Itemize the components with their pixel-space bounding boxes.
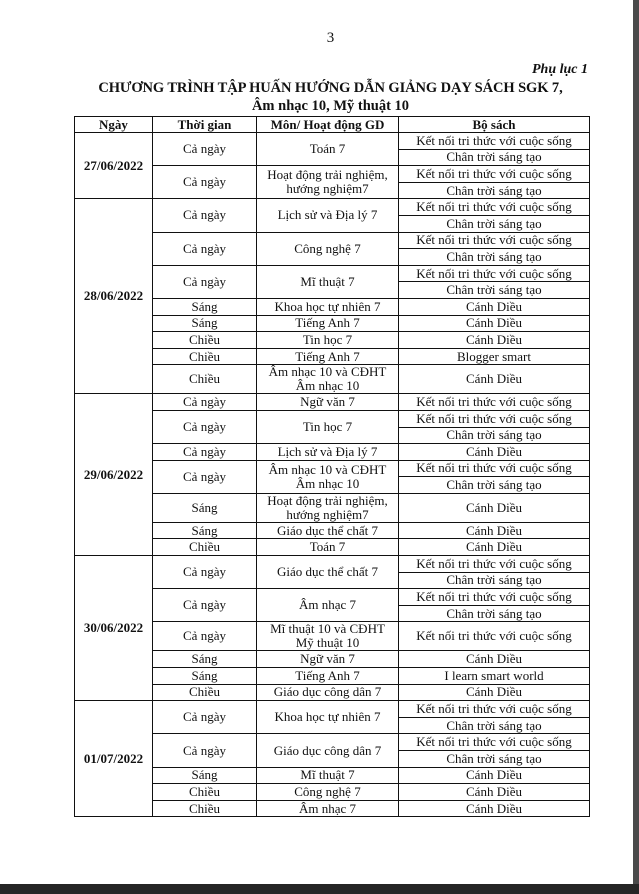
subject-cell	[257, 493, 399, 522]
time-cell: Cả ngày	[153, 589, 257, 622]
table-row	[75, 199, 590, 216]
book-cell: Kết nối tri thức với cuộc sống	[399, 410, 590, 427]
subject-cell	[257, 133, 399, 166]
subject-line: Âm nhạc 7	[298, 597, 357, 613]
time-cell: Cả ngày	[153, 444, 257, 461]
subject-line: Ngữ văn 7	[300, 394, 355, 410]
subject-cell	[257, 394, 399, 411]
subject-line: hướng nghiệm7	[286, 506, 369, 522]
subject-line: Tin học 7	[302, 331, 353, 347]
subject-line: Giáo dục thể chất 7	[276, 522, 379, 538]
time-cell: Cả ngày	[153, 133, 257, 166]
book-cell: Blogger smart	[399, 348, 590, 365]
subject-cell	[257, 348, 399, 365]
book-cell: Kết nối tri thức với cuộc sống	[399, 460, 590, 477]
subject-line: Giáo dục công dân 7	[273, 742, 382, 758]
subject-cell	[257, 199, 399, 232]
subject-cell	[257, 232, 399, 265]
time-cell: Cả ngày	[153, 232, 257, 265]
table-row	[75, 539, 590, 556]
subject-line: Tin học 7	[302, 419, 353, 434]
subject-line: Công nghệ 7	[294, 240, 361, 256]
book-cell: Kết nối tri thức với cuộc sống	[399, 734, 590, 751]
time-cell: Chiều	[153, 539, 257, 556]
subject-cell	[257, 767, 399, 784]
subject-line: Hoạt động trải nghiệm,	[267, 493, 388, 508]
table-row	[75, 298, 590, 315]
header-books: Bộ sách	[399, 117, 590, 133]
subject-line: Âm nhạc 7	[298, 800, 357, 816]
book-cell: Chân trời sáng tạo	[399, 282, 590, 299]
table-row	[75, 684, 590, 701]
table-row	[75, 348, 590, 365]
time-cell: Cả ngày	[153, 556, 257, 589]
subject-cell	[257, 539, 399, 556]
book-cell: Kết nối tri thức với cuộc sống	[399, 589, 590, 606]
time-cell: Chiều	[153, 365, 257, 394]
table-row	[75, 460, 590, 477]
book-cell: Chân trời sáng tạo	[399, 182, 590, 199]
subject-cell	[257, 460, 399, 493]
table-header-row	[75, 117, 590, 133]
table-row	[75, 556, 590, 573]
time-cell: Cả ngày	[153, 166, 257, 199]
book-cell: Cánh Diều	[399, 651, 590, 668]
subject-cell	[257, 166, 399, 199]
book-cell: Kết nối tri thức với cuộc sống	[399, 133, 590, 150]
document-title: CHƯƠNG TRÌNH TẬP HUẤN HƯỚNG DẪN GIẢNG DẠY SÁCH SGK 7,	[98, 80, 563, 96]
subject-line: Hoạt động trải nghiệm,	[267, 167, 388, 183]
time-cell: Chiều	[153, 800, 257, 817]
book-cell: Cánh Diều	[399, 539, 590, 556]
subject-line: Tiếng Anh 7	[295, 348, 360, 364]
time-cell: Sáng	[153, 493, 257, 522]
subject-line: Giáo dục thể chất 7	[276, 564, 379, 580]
subject-cell	[257, 444, 399, 461]
time-cell: Cả ngày	[153, 622, 257, 651]
book-cell: Cánh Diều	[399, 298, 590, 315]
bottom-bar	[0, 884, 639, 894]
subject-line: Mĩ thuật 10 và CĐHT	[270, 621, 385, 637]
subject-cell	[257, 651, 399, 668]
book-cell: Kết nối tri thức với cuộc sống	[399, 622, 590, 651]
book-cell: Chân trời sáng tạo	[399, 605, 590, 622]
time-cell: Sáng	[153, 651, 257, 668]
table-row	[75, 522, 590, 539]
time-cell: Cả ngày	[153, 734, 257, 767]
subject-line: Ngữ văn 7	[300, 651, 355, 667]
book-cell: Cánh Diều	[399, 522, 590, 539]
book-cell: Kết nối tri thức với cuộc sống	[399, 166, 590, 183]
book-cell: Kết nối tri thức với cuộc sống	[399, 556, 590, 573]
table-row	[75, 332, 590, 349]
book-cell: Chân trời sáng tạo	[399, 717, 590, 734]
time-cell: Sáng	[153, 668, 257, 685]
book-cell: Cánh Diều	[399, 784, 590, 801]
subject-cell	[257, 410, 399, 443]
book-cell: Chân trời sáng tạo	[399, 215, 590, 232]
page-number: 3	[326, 30, 335, 46]
time-cell: Chiều	[153, 784, 257, 801]
header-time: Thời gian	[153, 117, 257, 133]
subject-line: hướng nghiệm7	[286, 181, 369, 197]
time-cell: Sáng	[153, 298, 257, 315]
book-cell: Chân trời sáng tạo	[399, 149, 590, 166]
subject-line: Âm nhạc 10	[295, 378, 360, 394]
time-cell: Chiều	[153, 684, 257, 701]
book-cell: Cánh Diều	[399, 800, 590, 817]
book-cell: Chân trời sáng tạo	[399, 427, 590, 444]
table-row	[75, 734, 590, 751]
subject-cell	[257, 800, 399, 817]
time-cell: Cả ngày	[153, 394, 257, 411]
subject-cell	[257, 365, 399, 394]
subject-cell	[257, 298, 399, 315]
time-cell: Cả ngày	[153, 410, 257, 443]
table-row	[75, 589, 590, 606]
book-cell: Cánh Diều	[399, 365, 590, 394]
subject-line: Công nghệ 7	[294, 783, 361, 799]
table-row	[75, 784, 590, 801]
book-cell: Chân trời sáng tạo	[399, 751, 590, 768]
appendix-label: Phụ lục 1	[531, 62, 588, 77]
book-cell: Kết nối tri thức với cuộc sống	[399, 199, 590, 216]
table-row	[75, 410, 590, 427]
table-row	[75, 315, 590, 332]
book-cell: Chân trời sáng tạo	[399, 572, 590, 589]
table-row	[75, 800, 590, 817]
table-row	[75, 701, 590, 718]
schedule-body	[75, 133, 590, 817]
subject-line: Giáo dục công dân 7	[273, 684, 382, 700]
book-cell: Chân trời sáng tạo	[399, 249, 590, 266]
subject-line: Âm nhạc 10	[295, 475, 360, 491]
time-cell: Sáng	[153, 767, 257, 784]
document-subtitle: Âm nhạc 10, Mỹ thuật 10	[251, 98, 410, 114]
time-cell: Chiều	[153, 348, 257, 365]
subject-line: Tiếng Anh 7	[295, 667, 360, 683]
table-row	[75, 767, 590, 784]
book-cell: Cánh Diều	[399, 684, 590, 701]
date-cell: 01/07/2022	[75, 701, 153, 817]
subject-line: Tiếng Anh 7	[295, 315, 360, 331]
subject-cell	[257, 622, 399, 651]
subject-line: Lịch sử và Địa lý 7	[277, 443, 378, 459]
book-cell: Cánh Diều	[399, 332, 590, 349]
subject-cell	[257, 684, 399, 701]
table-row	[75, 444, 590, 461]
subject-cell	[257, 668, 399, 685]
subject-line: Mĩ thuật 7	[300, 273, 355, 289]
subject-cell	[257, 589, 399, 622]
subject-cell	[257, 332, 399, 349]
date-cell: 28/06/2022	[75, 199, 153, 394]
subject-line: Khoa học tự nhiên 7	[274, 298, 381, 314]
time-cell: Cả ngày	[153, 460, 257, 493]
subject-line: Âm nhạc 10 và CĐHT	[268, 364, 387, 380]
header-date: Ngày	[75, 117, 153, 133]
subject-line: Mỹ thuật 10	[295, 635, 360, 651]
time-cell: Cả ngày	[153, 265, 257, 298]
table-row	[75, 265, 590, 282]
subject-line: Khoa học tự nhiên 7	[274, 709, 381, 725]
time-cell: Sáng	[153, 522, 257, 539]
subject-line: Lịch sử và Địa lý 7	[277, 207, 378, 223]
time-cell: Sáng	[153, 315, 257, 332]
subject-cell	[257, 701, 399, 734]
book-cell: Chân trời sáng tạo	[399, 477, 590, 494]
time-cell: Cả ngày	[153, 701, 257, 734]
table-row	[75, 668, 590, 685]
subject-cell	[257, 734, 399, 767]
book-cell: Kết nối tri thức với cuộc sống	[399, 232, 590, 249]
subject-cell	[257, 556, 399, 589]
date-cell: 27/06/2022	[75, 133, 153, 199]
subject-cell	[257, 265, 399, 298]
table-row	[75, 651, 590, 668]
date-cell: 29/06/2022	[75, 394, 153, 556]
subject-line: Mĩ thuật 7	[300, 767, 355, 783]
table-row	[75, 166, 590, 183]
subject-line: Âm nhạc 10 và CĐHT	[268, 461, 387, 477]
book-cell: Cánh Diều	[399, 767, 590, 784]
subject-line: Toán 7	[309, 539, 346, 555]
book-cell: Cánh Diều	[399, 315, 590, 332]
subject-cell	[257, 784, 399, 801]
book-cell: Kết nối tri thức với cuộc sống	[399, 265, 590, 282]
book-cell: I learn smart world	[399, 668, 590, 685]
table-row	[75, 232, 590, 249]
header-subject: Môn/ Hoạt động GD	[257, 117, 399, 133]
table-row	[75, 133, 590, 150]
subject-cell	[257, 315, 399, 332]
time-cell: Chiều	[153, 332, 257, 349]
time-cell: Cả ngày	[153, 199, 257, 232]
book-cell: Kết nối tri thức với cuộc sống	[399, 394, 590, 411]
subject-line: Toán 7	[309, 141, 346, 157]
subject-cell	[257, 522, 399, 539]
date-cell: 30/06/2022	[75, 556, 153, 701]
vertical-scrollbar[interactable]	[633, 0, 639, 884]
book-cell: Cánh Diều	[399, 493, 590, 522]
book-cell: Kết nối tri thức với cuộc sống	[399, 701, 590, 718]
book-cell: Cánh Diều	[399, 444, 590, 461]
schedule-table	[74, 116, 590, 817]
